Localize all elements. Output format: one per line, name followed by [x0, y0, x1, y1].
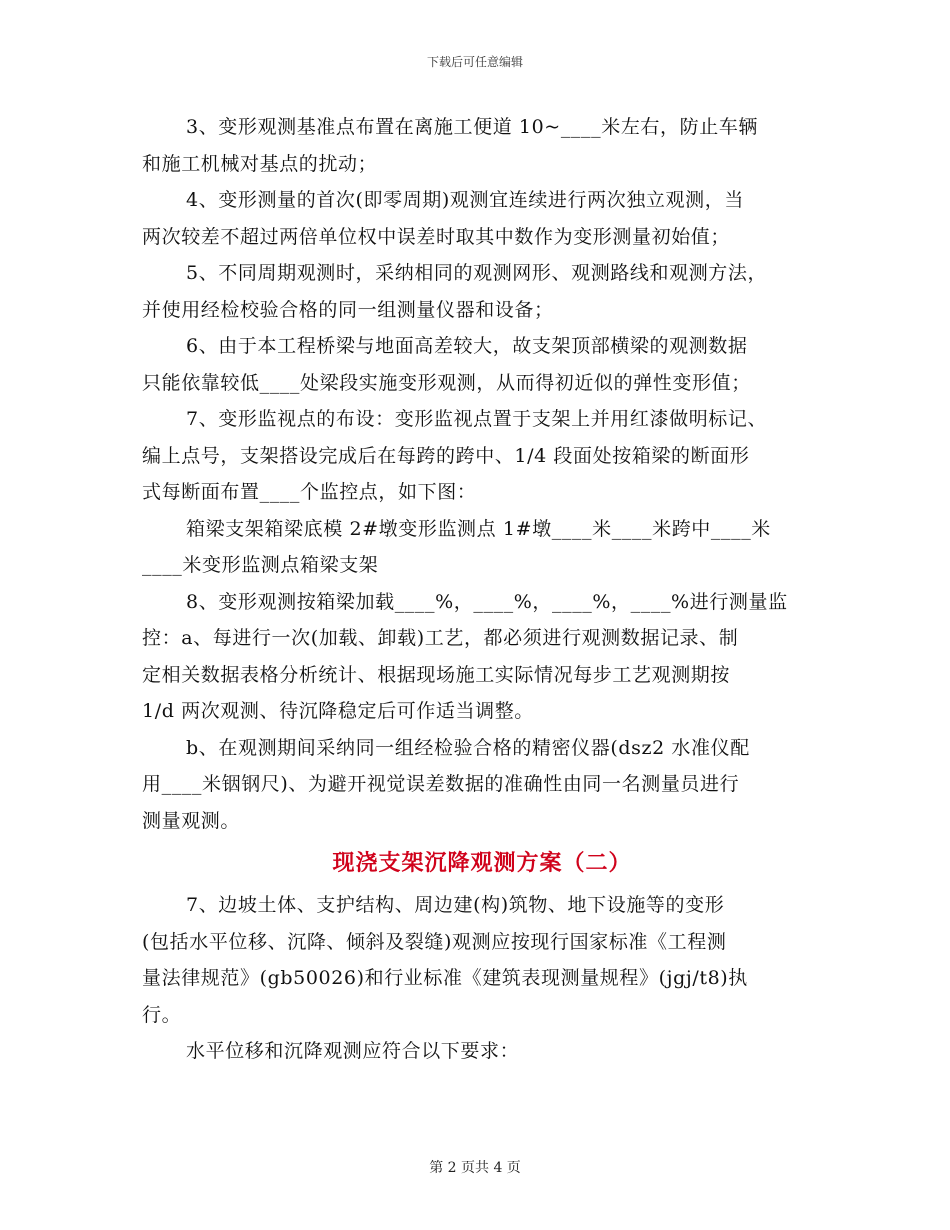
text-line: 1/d 两次观测、待沉降稳定后可作适当调整。 — [142, 700, 534, 722]
text-line: 用____米铟钢尺)、为避开视觉误差数据的准确性由同一名测量员进行 — [142, 773, 740, 795]
text-line: 水平位移和沉降观测应符合以下要求： — [186, 1040, 520, 1062]
text-line: 7、边坡土体、支护结构、周边建(构)筑物、地下设施等的变形 — [186, 894, 725, 916]
text-line: 只能依靠较低____处梁段实施变形观测，从而得初近似的弹性变形值； — [142, 371, 751, 394]
section-1 — [142, 109, 832, 839]
text-line: 测量观测。 — [142, 809, 241, 832]
text-line: b、在观测期间采纳同一组经检验合格的精密仪器(dsz2 水准仪配 — [186, 736, 750, 759]
text-line: 两次较差不超过两倍单位权中误差时取其中数作为变形测量初始值； — [142, 225, 731, 248]
section-heading: 现浇支架沉降观测方案（二） — [332, 850, 632, 876]
text-line: 控：a、每进行一次(加载、卸载)工艺，都必须进行观测数据记录、制 — [142, 627, 739, 649]
page-header: 下载后可任意编辑 — [426, 55, 523, 69]
text-line: 行。 — [142, 1003, 182, 1026]
text-line: 8、变形观测按箱梁加载____%，____%，____%，____%进行测量监 — [186, 590, 788, 613]
text-line: ____米变形监测点箱梁支架 — [142, 554, 379, 576]
text-line: 和施工机械对基点的扰动； — [142, 152, 378, 175]
page-footer: 第 2 页共 4 页 — [429, 1160, 521, 1176]
text-line: 4、变形测量的首次(即零周期)观测宜连续进行两次独立观测，当 — [186, 189, 744, 211]
text-line: (包括水平位移、沉降、倾斜及裂缝)观测应按现行国家标准《工程测 — [142, 930, 727, 953]
text-line: 定相关数据表格分析统计、根据现场施工实际情况每步工艺观测期按 — [142, 663, 731, 686]
text-line: 7、变形监视点的布设：变形监视点置于支架上并用红漆做明标记、 — [186, 408, 768, 430]
text-line: 5、不同周期观测时，采纳相同的观测网形、观测路线和观测方法， — [186, 262, 768, 284]
document-body — [142, 109, 832, 1070]
section-2 — [142, 887, 832, 1070]
text-line: 6、由于本工程桥梁与地面高差较大，故支架顶部横梁的观测数据 — [186, 335, 748, 357]
text-line: 箱梁支架箱梁底模 2#墩变形监测点 1#墩____米____米跨中____米 — [186, 517, 771, 540]
text-line: 并使用经检校验合格的同一组测量仪器和设备； — [142, 298, 554, 321]
text-line: 3、变形观测基准点布置在离施工便道 10~____米左右，防止车辆 — [186, 116, 759, 138]
text-line: 式每断面布置____个监控点，如下图： — [142, 481, 477, 503]
text-line: 量法律规范》(gb50026)和行业标准《建筑表现测量规程》(jgj/t8)执 — [142, 967, 748, 989]
text-line: 编上点号，支架搭设完成后在每跨的跨中、1/4 段面处按箱梁的断面形 — [142, 444, 750, 467]
